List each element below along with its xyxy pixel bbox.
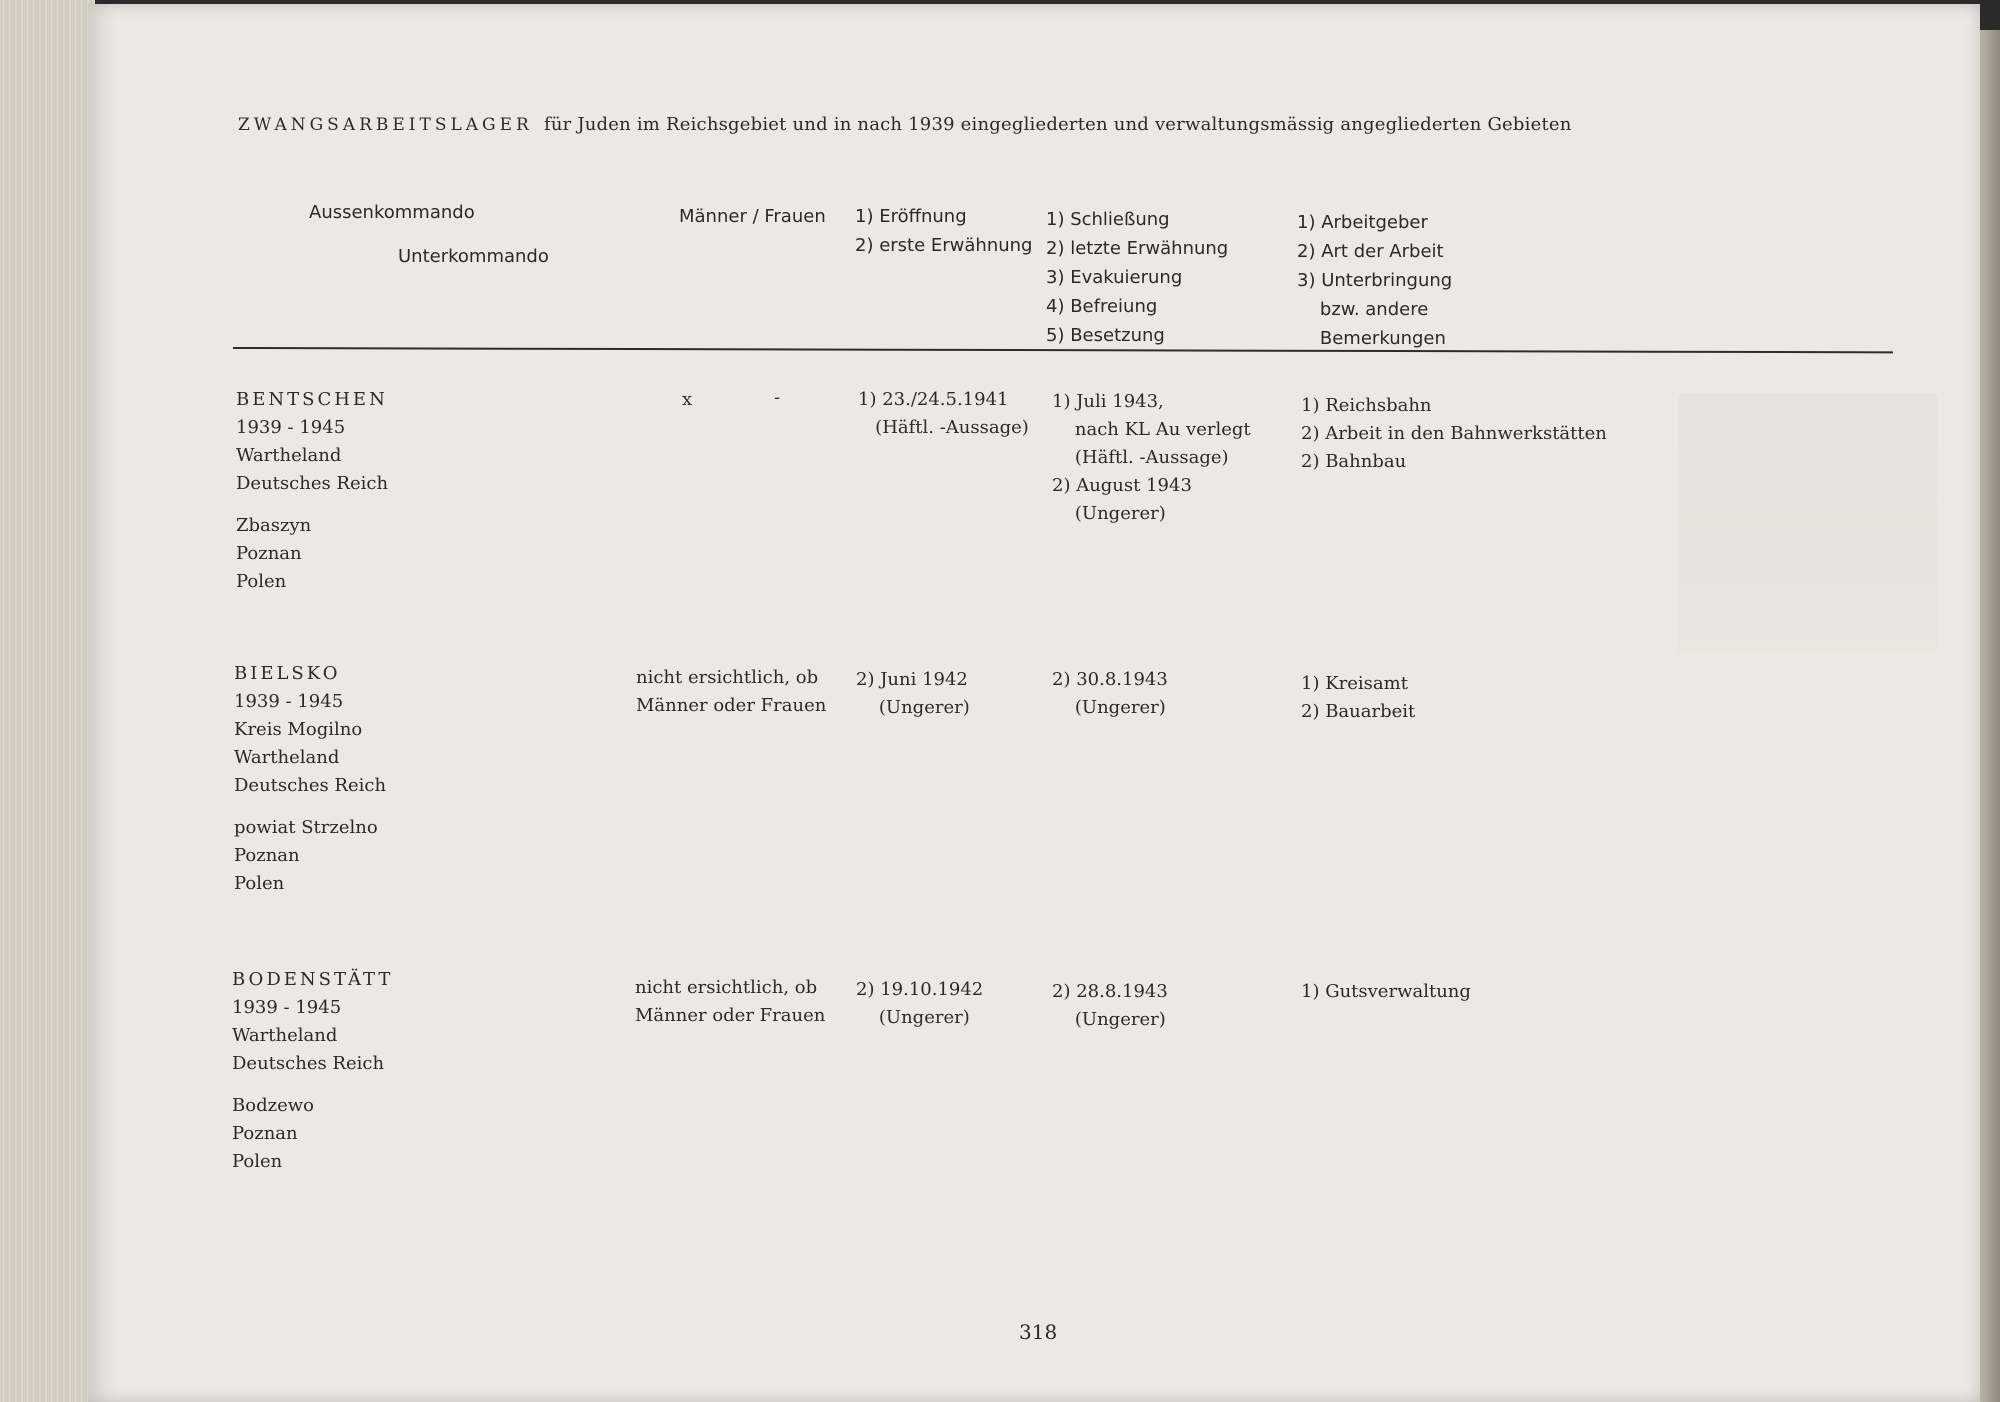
maenner-mark: x <box>682 389 693 410</box>
camp-name: BIELSKO <box>234 663 341 684</box>
maenner-frauen-cell <box>635 974 825 1030</box>
arbeitgeber-line: 2) Bahnbau <box>1301 451 1407 472</box>
sublocation-line: Poznan <box>234 845 300 866</box>
sublocation-line: Poznan <box>236 543 302 564</box>
sublocation-line: Zbaszyn <box>236 515 312 536</box>
header-eroeffnung-line: 2) erste Erwähnung <box>855 235 1033 256</box>
schliessung-line: 2) 30.8.1943 <box>1052 669 1168 690</box>
location-line: Deutsches Reich <box>236 473 389 494</box>
sublocation-line: Polen <box>232 1151 283 1172</box>
header-arbeitgeber-line: 3) Unterbringung <box>1297 270 1453 291</box>
book-cover-edge <box>1978 30 2000 1402</box>
location-line: Wartheland <box>236 445 342 466</box>
arbeitgeber-line: 2) Bauarbeit <box>1301 701 1416 722</box>
header-schliessung-line: 4) Befreiung <box>1046 296 1158 317</box>
eroeffnung-line: 2) 19.10.1942 <box>856 979 984 1000</box>
sublocation-line: Poznan <box>232 1123 298 1144</box>
maenner-frauen-cell <box>636 664 826 720</box>
schliessung-cell <box>1052 978 1168 1034</box>
mf-line: Männer oder Frauen <box>636 695 827 716</box>
schliessung-cell <box>1052 666 1168 722</box>
header-arbeitgeber <box>1297 208 1452 353</box>
header-schliessung <box>1046 205 1228 350</box>
eroeffnung-cell <box>856 976 983 1032</box>
sublocation-line: Polen <box>234 873 285 894</box>
schliessung-line: 2) 28.8.1943 <box>1052 981 1168 1002</box>
location-line: Kreis Mogilno <box>234 719 363 740</box>
eroeffnung-cell <box>856 666 970 722</box>
schliessung-line: (Ungerer) <box>1052 1009 1166 1030</box>
sublocation-line: Bodzewo <box>232 1095 314 1116</box>
sublocation-line: Polen <box>236 571 287 592</box>
arbeitgeber-cell <box>1301 670 1415 726</box>
location-line: Deutsches Reich <box>232 1053 385 1074</box>
camp-name: BODENSTÄTT <box>232 969 394 990</box>
location-line: Wartheland <box>234 747 340 768</box>
header-eroeffnung-line: 1) Eröffnung <box>855 206 967 227</box>
document-title <box>238 114 1572 135</box>
arbeitgeber-line: 1) Reichsbahn <box>1301 395 1432 416</box>
location-line: Deutsches Reich <box>234 775 387 796</box>
header-eroeffnung <box>855 202 1033 260</box>
arbeitgeber-line: 1) Kreisamt <box>1301 673 1408 694</box>
title-caps: ZWANGSARBEITSLAGER <box>238 115 533 135</box>
eroeffnung-line: (Ungerer) <box>856 697 970 718</box>
schliessung-line: (Ungerer) <box>1052 697 1166 718</box>
frauen-mark: - <box>774 387 781 408</box>
header-maenner-frauen: Männer / Frauen <box>679 206 826 227</box>
entry-bielsko <box>234 660 386 898</box>
header-arbeitgeber-line: 2) Art der Arbeit <box>1297 241 1444 262</box>
schliessung-line: nach KL Au verlegt <box>1052 419 1251 440</box>
bleed-through-text <box>1678 394 1938 654</box>
mf-line: Männer oder Frauen <box>635 1005 826 1026</box>
header-schliessung-line: 5) Besetzung <box>1046 325 1165 346</box>
page-number: 318 <box>1019 1320 1058 1344</box>
schliessung-line: 2) August 1943 <box>1052 475 1192 496</box>
location-line: Wartheland <box>232 1025 338 1046</box>
schliessung-cell <box>1052 388 1251 528</box>
document-page <box>88 4 1980 1402</box>
sublocation-line: powiat Strzelno <box>234 817 378 838</box>
schliessung-line: (Häftl. -Aussage) <box>1052 447 1229 468</box>
arbeitgeber-line: 2) Arbeit in den Bahnwerkstätten <box>1301 423 1607 444</box>
header-arbeitgeber-line: 1) Arbeitgeber <box>1297 212 1428 233</box>
arbeitgeber-line: 1) Gutsverwaltung <box>1301 981 1471 1002</box>
entry-bentschen <box>236 386 388 596</box>
location-line: 1939 - 1945 <box>232 997 342 1018</box>
arbeitgeber-cell <box>1301 978 1471 1006</box>
book-page-edges <box>0 0 95 1402</box>
eroeffnung-line: 1) 23./24.5.1941 <box>858 389 1009 410</box>
eroeffnung-line: (Häftl. -Aussage) <box>858 417 1029 438</box>
eroeffnung-line: (Ungerer) <box>856 1007 970 1028</box>
header-arbeitgeber-line: bzw. andere <box>1297 299 1429 320</box>
title-rest: für Juden im Reichsgebiet und in nach 1939 eingegliederten und verwaltungsmässig angegliederten Gebieten <box>543 114 1572 135</box>
header-arbeitgeber-line: Bemerkungen <box>1297 328 1446 349</box>
schliessung-line: (Ungerer) <box>1052 503 1166 524</box>
arbeitgeber-cell <box>1301 392 1607 476</box>
schliessung-line: 1) Juli 1943, <box>1052 391 1164 412</box>
header-schliessung-line: 3) Evakuierung <box>1046 267 1183 288</box>
entry-bodenstaett <box>232 966 393 1176</box>
mf-line: nicht ersichtlich, ob <box>636 667 819 688</box>
location-line: 1939 - 1945 <box>234 691 344 712</box>
header-schliessung-line: 1) Schließung <box>1046 209 1170 230</box>
eroeffnung-line: 2) Juni 1942 <box>856 669 968 690</box>
mf-line: nicht ersichtlich, ob <box>635 977 818 998</box>
header-aussenkommando: Aussenkommando <box>309 202 475 223</box>
location-line: 1939 - 1945 <box>236 417 346 438</box>
camp-name: BENTSCHEN <box>236 389 388 410</box>
header-schliessung-line: 2) letzte Erwähnung <box>1046 238 1229 259</box>
header-unterkommando: Unterkommando <box>398 246 549 267</box>
eroeffnung-cell <box>858 386 1029 442</box>
